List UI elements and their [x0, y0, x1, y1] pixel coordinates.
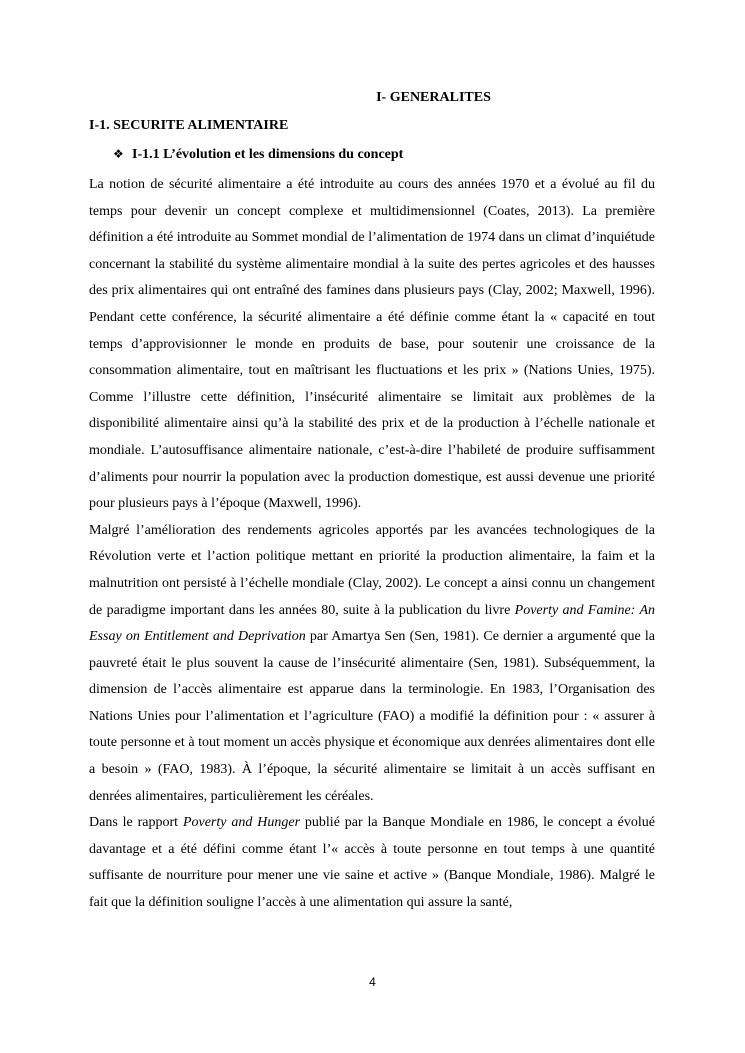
- paragraph-3-part-1: Dans le rapport: [89, 815, 183, 831]
- section-heading: I-1. SECURITE ALIMENTAIRE: [89, 118, 289, 133]
- paragraph-2: [89, 518, 655, 811]
- paragraph-3: [89, 810, 655, 916]
- subsection-heading-text: I-1.1 L’évolution et les dimensions du concept: [132, 147, 404, 162]
- body-text: [89, 172, 655, 917]
- diamond-bullet-icon: ❖: [113, 147, 124, 161]
- page-title: I- GENERALITES: [376, 90, 491, 105]
- subsection-heading: [113, 146, 403, 163]
- book-title: Poverty and Famine: An Essay on Entitlement and Deprivation: [89, 602, 656, 645]
- paragraph-3-part-2: publié par la Banque Mondiale en 1986, le concept a évolué davantage et a été défini comme étant l’« accès à toute personne en tout temps à une quantité suffisante de nourriture pour mener une vie saine et active » (Banque Mondiale, 1986). Malgré le fait que la définition souligne l’accès à une alimentation qui assure la santé,: [89, 815, 655, 911]
- paragraph-2-part-1: Malgré l’amélioration des rendements agricoles apportés par les avancées technologiques de la Révolution verte et l’action politique mettant en priorité la production alimentaire, la faim et la malnutrition ont persisté à l’échelle mondiale (Clay, 2002). Le concept a ainsi connu un changement de paradigme important dans les années 80, suite à la publication du livre: [89, 522, 655, 618]
- paragraph-2-part-2: par Amartya Sen (Sen, 1981). Ce dernier a argumenté que la pauvreté était le plus souvent la cause de l’insécurité alimentaire (Sen, 1981). Subséquemment, la dimension de l’accès alimentaire est apparue dans la terminologie. En 1983, l’Organisation des Nations Unies pour l’alimentation et l’agriculture (FAO) a modifié la définition pour : « assurer à toute personne et à tout moment un accès physique et économique aux denrées alimentaires dont elle a besoin » (FAO, 1983). À l’époque, la sécurité alimentaire se limitait à un accès suffisant en denrées alimentaires, particulièrement les céréales.: [89, 629, 655, 804]
- report-title: Poverty and Hunger: [182, 815, 301, 831]
- paragraph-1: La notion de sécurité alimentaire a été introduite au cours des années 1970 et a évolué au fil du temps pour devenir un concept complexe et multidimensionnel (Coates, 2013). La première définition a été introduite au Sommet mondial de l’alimentation de 1974 dans un climat d’inquiétude concernant la stabilité du système alimentaire mondial à la suite des pertes agricoles et des hausses des prix alimentaires qui ont entraîné des famines dans plusieurs pays (Clay, 2002; Maxwell, 1996). Pendant cette conférence, la sécurité alimentaire a été définie comme étant la « capacité en tout temps d’approvisionner le monde en produits de base, pour soutenir une croissance de la consommation alimentaire, tout en maîtrisant les fluctuations et les prix » (Nations Unies, 1975). Comme l’illustre cette définition, l’insécurité alimentaire se limitait aux problèmes de la disponibilité alimentaire ainsi qu’à la stabilité des prix et de la production à l’échelle nationale et mondiale. L’autosuffisance alimentaire nationale, c’est-à-dire l’habileté de produire suffisamment d’aliments pour nourrir la population avec la production domestique, est aussi devenue une priorité pour plusieurs pays à l’époque (Maxwell, 1996).: [89, 177, 655, 512]
- page-number: 4: [369, 975, 376, 989]
